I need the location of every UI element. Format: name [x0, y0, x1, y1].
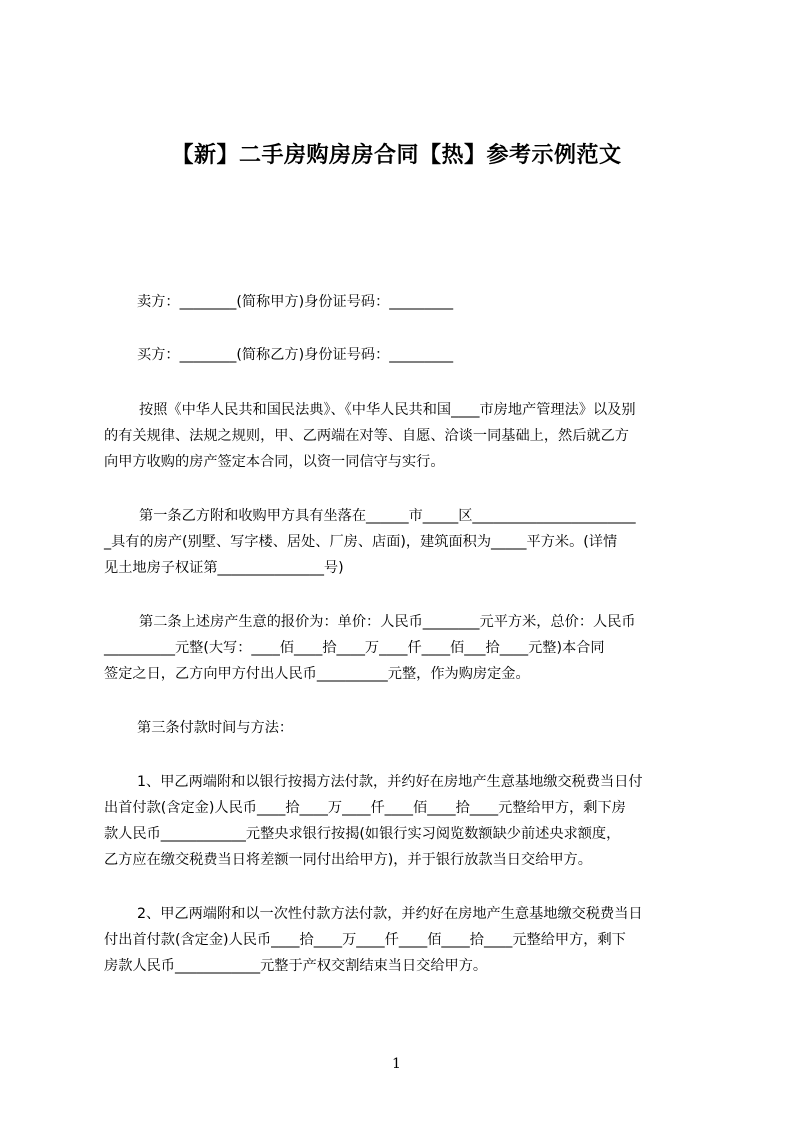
intro-paragraph-line: 向甲方收购的房产签定本合同，以资一同信守与实行。 — [104, 454, 445, 470]
buyer-line: 买方：________(简称乙方)身份证号码：_________ — [137, 347, 454, 363]
article3-heading: 第三条付款时间与方法： — [137, 720, 294, 736]
intro-paragraph-line: 的有关规律、法规之规则，甲、乙两端在对等、自愿、洽谈一同基础上，然后就乙方 — [104, 428, 629, 444]
clause1-line: 1、甲乙两端附和以银行按揭方法付款，并约好在房地产生意基地缴交税费当日付 — [137, 774, 643, 790]
clause1-line: 出首付款(含定金)人民币____拾____万____仟____佰____拾____元整给甲方，剩下房 — [104, 800, 626, 816]
article2-line: 签定之日，乙方向甲方付出人民币__________元整，作为购房定金。 — [104, 666, 530, 682]
clause1-line: 乙方应在缴交税费当日将差额一同付出给甲方)，并于银行放款当日交给甲方。 — [104, 852, 592, 868]
article1-line: 见土地房子权证第_______________号) — [104, 560, 344, 576]
page-number: 1 — [392, 1056, 401, 1072]
article2-line: 第二条上述房产生意的报价为：单价：人民币________元平方米，总价：人民币 — [139, 614, 636, 630]
clause2-line: 2、甲乙两端附和以一次性付款方法付款，并约好在房地产生意基地缴交税费当日 — [137, 906, 643, 922]
clause2-line: 房款人民币____________元整于产权交割结束当日交给甲方。 — [104, 958, 488, 974]
article1-line: _具有的房产(别墅、写字楼、居处、厂房、店面)，建筑面积为_____平方米。(详情 — [104, 534, 618, 550]
article1-line: 第一条乙方附和收购甲方具有坐落在______市_____区_______________________ — [139, 508, 636, 524]
article2-line: __________元整(大写：____佰____拾____万____仟____佰___拾____元整)本合同 — [104, 640, 605, 656]
document-title: 【新】二手房购房房合同【热】参考示例范文 — [171, 143, 622, 168]
clause2-line: 付出首付款(含定金)人民币____拾____万____仟____佰____拾____元整给甲方，剩下 — [104, 932, 626, 948]
clause1-line: 款人民币____________元整央求银行按揭(如银行实习阅览数额缺少前述央求额度， — [104, 826, 621, 842]
seller-line: 卖方：________(简称甲方)身份证号码：_________ — [137, 294, 454, 310]
intro-paragraph-line: 按照《中华人民共和国民法典》、《中华人民共和国____市房地产管理法》以及别 — [139, 402, 636, 418]
